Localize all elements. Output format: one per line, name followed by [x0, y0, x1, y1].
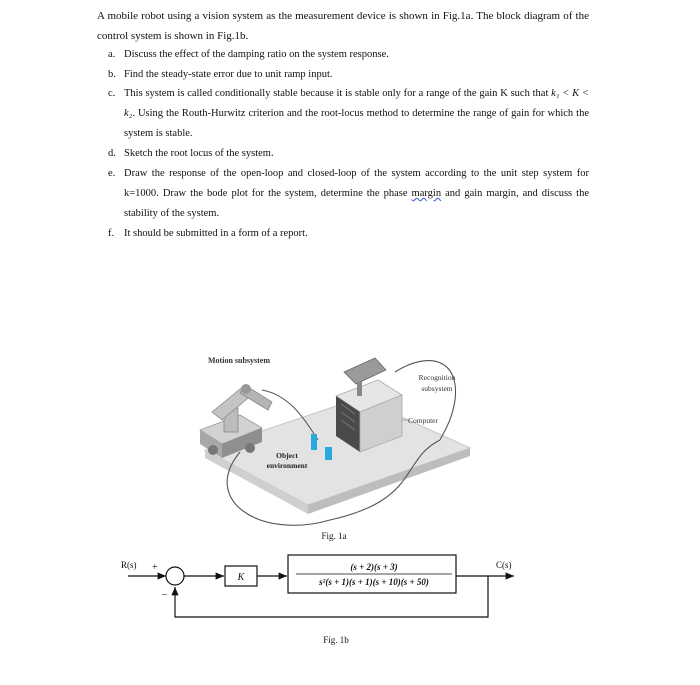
- object-label-2: environment: [266, 461, 308, 470]
- intro-paragraph: A mobile robot using a vision system as the measurement device is shown in Fig.1a. The block diagram of the control system is shown in Fig.1b.: [97, 10, 589, 42]
- item-text: Find the steady-state error due to unit ramp input.: [124, 69, 333, 80]
- computer-label: Computer: [408, 416, 438, 425]
- item-label: a.: [108, 49, 116, 60]
- fig1b-caption: Fig. 1b: [323, 635, 349, 645]
- item-label: f.: [108, 228, 115, 239]
- item-text-before: This system is called conditionally stable because it is stable only for a range of the gain K such that: [124, 88, 549, 99]
- item-text: Discuss the effect of the damping ratio on the system response.: [124, 49, 389, 60]
- item-text: It should be submitted in a form of a report.: [124, 228, 308, 239]
- plus-sign: +: [152, 562, 158, 573]
- input-label: R(s): [121, 560, 137, 570]
- gain-range-math: k₁ < K < k₂: [124, 88, 589, 119]
- output-label: C(s): [496, 560, 512, 570]
- tf-numerator: (s + 2)(s + 3): [350, 562, 398, 572]
- fig1a-caption: Fig. 1a: [321, 531, 347, 541]
- gain-label: K: [237, 572, 245, 583]
- margin-word: margin: [411, 188, 442, 199]
- item-text-before: Draw the response of the open-loop and closed-loop of the system according to the unit step system for k=1000. Draw the bode plot for the system, determine the phase: [124, 168, 589, 199]
- item-label: c.: [108, 88, 116, 99]
- recognition-label-2: subsystem: [421, 384, 453, 393]
- item-label: b.: [108, 69, 116, 80]
- item-text-after: and gain margin, and discuss the stability of the system.: [124, 188, 589, 219]
- object-label-1: Object: [276, 451, 298, 460]
- summing-junction: [166, 567, 184, 585]
- recognition-label-1: Recognition: [418, 373, 456, 382]
- item-text: Sketch the root locus of the system.: [124, 148, 274, 159]
- item-text-after: . Using the Routh-Hurwitz criterion and the root-locus method to determine the range of gain for which the system is stable.: [124, 108, 589, 139]
- item-label: e.: [108, 168, 116, 179]
- minus-sign: –: [162, 589, 167, 600]
- motion-subsystem-label: Motion subsystem: [208, 356, 271, 365]
- tf-denominator: s²(s + 1)(s + 1)(s + 10)(s + 50): [319, 577, 429, 587]
- item-label: d.: [108, 148, 116, 159]
